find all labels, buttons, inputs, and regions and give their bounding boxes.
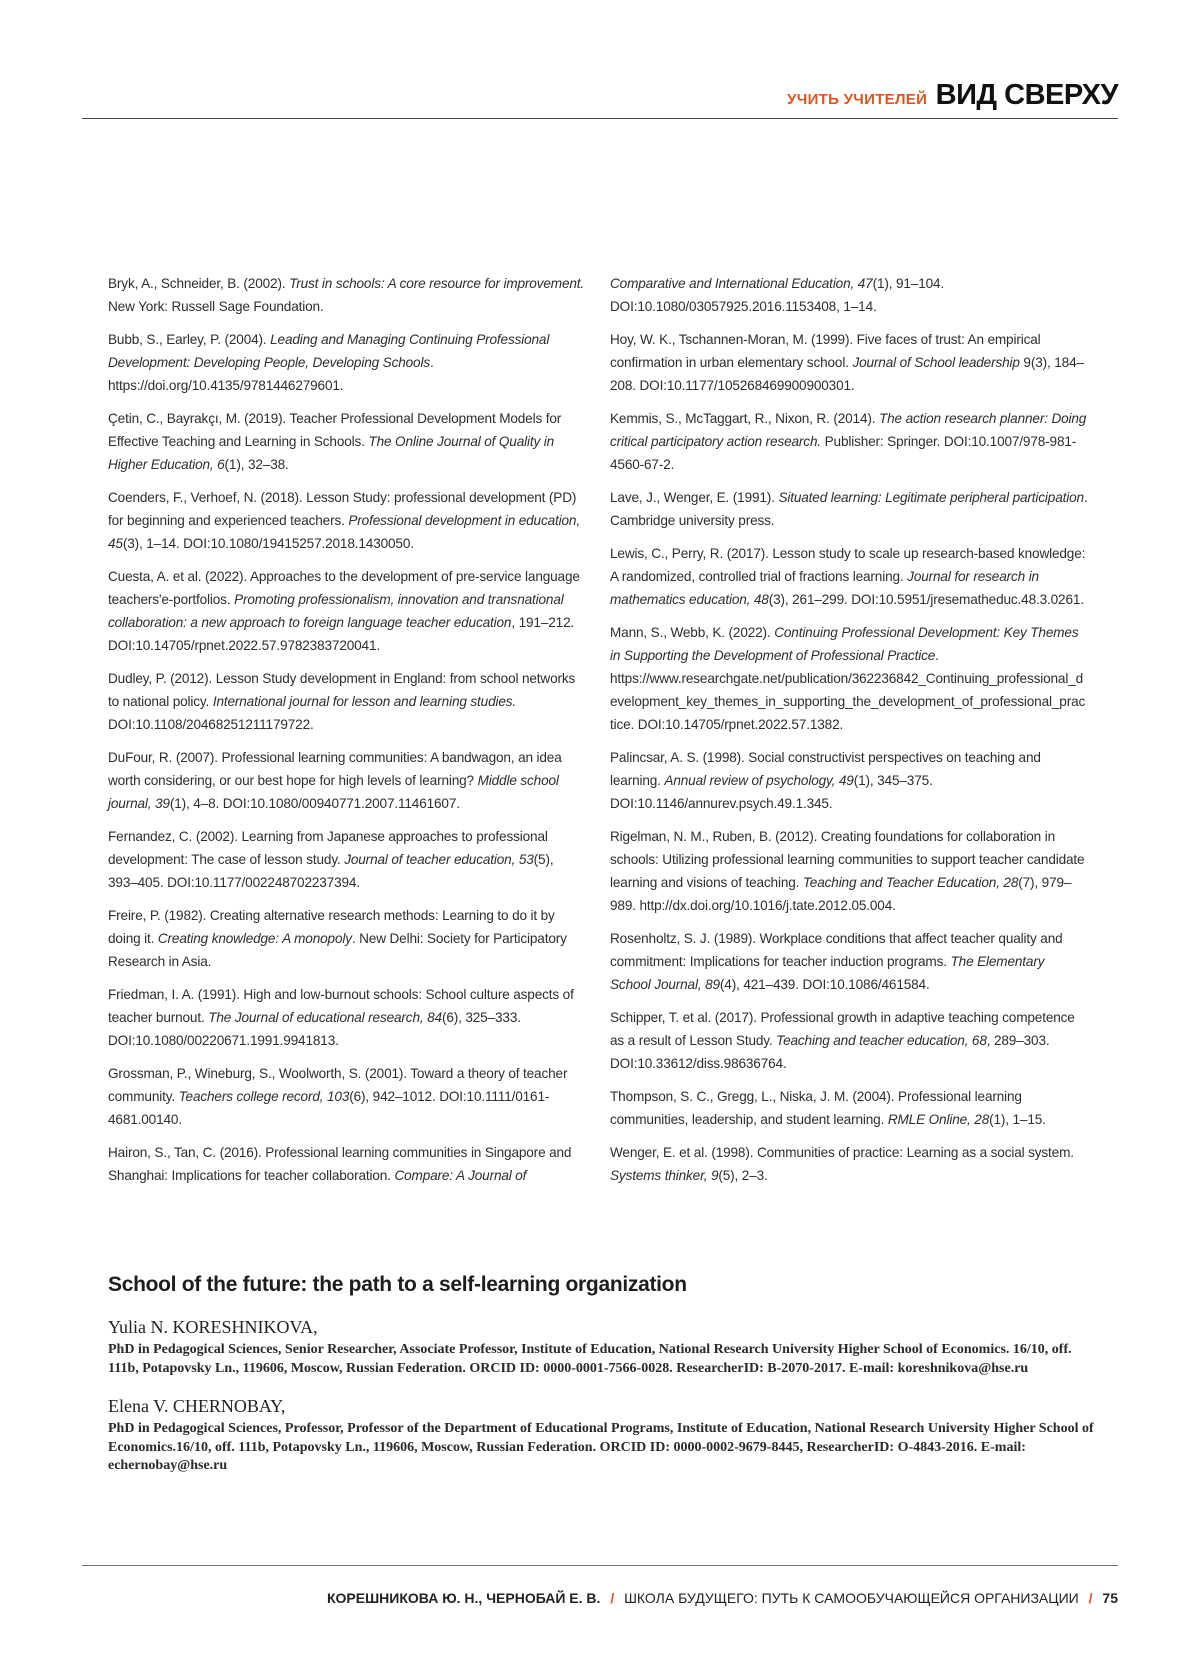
header-section: ВИД СВЕРХУ (936, 79, 1118, 111)
reference-entry (108, 407, 586, 476)
reference-text: DuFour, R. (2007). Professional learning communities: A bandwagon, an idea worth considering, or our best hope for high levels of learning? (108, 750, 562, 788)
reference-text: Cuesta, A. et al. (2022). Approaches to the development of pre-service language teachers'e-portfolios. (108, 569, 580, 607)
reference-entry (108, 983, 586, 1052)
reference-entry (108, 486, 586, 555)
reference-source: International journal for lesson and learning studies. (213, 694, 516, 709)
reference-text: Publisher: Springer. DOI:10.1007/978-981-4560-67-2. (610, 434, 1076, 472)
reference-entry (610, 407, 1088, 476)
page-number: 75 (1102, 1590, 1118, 1606)
reference-text: (6), 942–1012. DOI:10.1111/0161-4681.00140. (108, 1089, 549, 1127)
reference-source: Promoting professionalism, innovation and transnational collaboration: a new approach to foreign language teacher education (108, 592, 564, 630)
reference-text: Rosenholtz, S. J. (1989). Workplace conditions that affect teacher quality and commitment: Implications for teacher induction programs. (610, 931, 1063, 969)
reference-source: Professional development in education, 45 (108, 513, 580, 551)
reference-text: (1), 345–375. DOI:10.1146/annurev.psych.49.1.345. (610, 773, 933, 811)
author-name: Yulia N. KORESHNIKOVA, (108, 1317, 1100, 1338)
reference-entry (610, 542, 1088, 611)
reference-entry (108, 667, 586, 736)
reference-entry (108, 328, 586, 397)
reference-text: Dudley, P. (2012). Lesson Study development in England: from school networks to national policy. (108, 671, 575, 709)
reference-text: Coenders, F., Verhoef, N. (2018). Lesson Study: professional development (PD) for beginning and experienced teachers. (108, 490, 576, 528)
reference-text: (1), 4–8. DOI:10.1080/00940771.2007.11461607. (170, 796, 460, 811)
reference-text: Hoy, W. K., Tschannen-Moran, M. (1999). Five faces of trust: An empirical confirmation in urban elementary school. (610, 332, 1041, 370)
reference-entry (610, 486, 1088, 532)
reference-source: The Journal of educational research, 84 (208, 1010, 442, 1025)
reference-source: Trust in schools: A core resource for improvement. (289, 276, 584, 291)
reference-source: Teachers college record, 103 (179, 1089, 350, 1104)
reference-text: Rigelman, N. M., Ruben, B. (2012). Creating foundations for collaboration in schools: Utilizing professional learning communities to support teacher candidate learning and visions of teaching. (610, 829, 1084, 890)
running-footer (327, 1590, 1118, 1606)
reference-text: Lewis, C., Perry, R. (2017). Lesson study to scale up research-based knowledge: A randomized, controlled trial of fractions learning. (610, 546, 1085, 584)
reference-entry (610, 272, 1088, 318)
reference-text: Bryk, A., Schneider, B. (2002). (108, 276, 289, 291)
author-info: PhD in Pedagogical Sciences, Senior Researcher, Associate Professor, Institute of Education, National Research University Higher School of Economics. 16/10, off. 111b, Potapovsky Ln., 119606, Moscow, Russian Federation. ORCID ID: 0000-0001-7566-0028. ResearcherID: B-2070-2017. E-mail: koreshnikova@hse.ru (108, 1341, 1100, 1378)
reference-text: (6), 325–333. DOI:10.1080/00220671.1991.9941813. (108, 1010, 521, 1048)
reference-source: Teaching and Teacher Education, 28 (803, 875, 1018, 890)
article-title: School of the future: the path to a self-learning organization (108, 1273, 1100, 1297)
header-rubric: УЧИТЬ УЧИТЕЛЕЙ (787, 91, 927, 108)
reference-entry (108, 1062, 586, 1131)
reference-entry (108, 565, 586, 657)
reference-source: Middle school journal, 39 (108, 773, 559, 811)
references-right-column (610, 272, 1088, 1197)
footer-separator: / (1089, 1590, 1093, 1606)
reference-entry (610, 1085, 1088, 1131)
reference-entry (610, 621, 1088, 736)
reference-entry (108, 825, 586, 894)
reference-text: Palincsar, A. S. (1998). Social constructivist perspectives on teaching and learning. (610, 750, 1041, 788)
author-name: Elena V. CHERNOBAY, (108, 1396, 1100, 1417)
reference-text: . New Delhi: Society for Participatory Research in Asia. (108, 931, 567, 969)
reference-entry (610, 825, 1088, 917)
reference-text: (7), 979–989. http://dx.doi.org/10.1016/j.tate.2012.05.004. (610, 875, 1071, 913)
article-info (108, 1273, 1100, 1494)
reference-source: Systems thinker, 9 (610, 1168, 718, 1183)
reference-text: Hairon, S., Tan, C. (2016). Professional learning communities in Singapore and Shanghai: Implications for teacher collaboration. (108, 1145, 571, 1183)
author-block (108, 1396, 1100, 1476)
reference-source: Journal of teacher education, 53 (344, 852, 533, 867)
reference-text: Fernandez, C. (2002). Learning from Japanese approaches to professional development: The case of lesson study. (108, 829, 548, 867)
reference-source: The Elementary School Journal, 89 (610, 954, 1044, 992)
reference-text: Freire, P. (1982). Creating alternative research methods: Learning to do it by doing it. (108, 908, 555, 946)
reference-text: . https://doi.org/10.4135/9781446279601. (108, 355, 434, 393)
reference-source: Leading and Managing Continuing Professional Development: Developing People, Developing Schools (108, 332, 549, 370)
author-info: PhD in Pedagogical Sciences, Professor, Professor of the Department of Educational Programs, Institute of Education, National Research University Higher School of Economics.16/10, off. 111b, Potapovsky Ln., 119606, Moscow, Russian Federation. ORCID ID: 0000-0002-9679-8445, ResearcherID: O-4843-2016. E-mail: echernobay@hse.ru (108, 1420, 1100, 1476)
reference-source: Situated learning: Legitimate peripheral participation (778, 490, 1084, 505)
reference-text: (5), 393–405. DOI:10.1177/002248702237394. (108, 852, 553, 890)
reference-source: Journal for research in mathematics education, 48 (610, 569, 1039, 607)
reference-source: Teaching and teacher education, 68 (776, 1033, 987, 1048)
footer-authors: КОРЕШНИКОВА Ю. Н., ЧЕРНОБАЙ Е. В. (327, 1590, 600, 1606)
reference-text: Friedman, I. A. (1991). High and low-burnout schools: School culture aspects of teacher burnout. (108, 987, 574, 1025)
reference-source: Journal of School leadership (852, 355, 1019, 370)
reference-entry (610, 1006, 1088, 1075)
reference-source: The action research planner: Doing critical participatory action research. (610, 411, 1086, 449)
reference-entry (610, 328, 1088, 397)
reference-text: DOI:10.1108/20468251211179722. (108, 717, 314, 732)
reference-text: (1), 32–38. (225, 457, 289, 472)
author-block (108, 1317, 1100, 1378)
reference-entry (610, 1141, 1088, 1187)
reference-entry (108, 904, 586, 973)
reference-source: Compare: A Journal of (394, 1168, 526, 1183)
reference-text: Kemmis, S., McTaggart, R., Nixon, R. (2014). (610, 411, 879, 426)
reference-text: Çetin, C., Bayrakçı, M. (2019). Teacher Professional Development Models for Effective Teaching and Learning in Schools. (108, 411, 561, 449)
reference-entry (610, 746, 1088, 815)
footer-separator: / (610, 1590, 614, 1606)
reference-entry (108, 1141, 586, 1187)
reference-text: . Cambridge university press. (610, 490, 1088, 528)
reference-text: (3), 261–299. DOI:10.5951/jresematheduc.48.3.0261. (769, 592, 1084, 607)
reference-text: , 289–303. DOI:10.33612/diss.98636764. (610, 1033, 1050, 1071)
reference-text: Mann, S., Webb, K. (2022). (610, 625, 774, 640)
reference-text: 9(3), 184–208. DOI:10.1177/105268469900900301. (610, 355, 1084, 393)
footer-title: ШКОЛА БУДУЩЕГО: ПУТЬ К САМООБУЧАЮЩЕЙСЯ ОРГАНИЗАЦИИ (624, 1590, 1079, 1606)
reference-text: Bubb, S., Earley, P. (2004). (108, 332, 270, 347)
reference-source: The Online Journal of Quality in Higher Education, 6 (108, 434, 554, 472)
running-header (82, 76, 1118, 119)
reference-text: . https://www.researchgate.net/publication/362236842_Continuing_professional_development_key_themes_in_supporting_the_development_of_professional_practice. DOI:10.14705/rpnet.2022.57.1382. (610, 648, 1085, 732)
references (108, 272, 1098, 1202)
footer-rule (82, 1565, 1118, 1566)
reference-source: Comparative and International Education, 47 (610, 276, 873, 291)
reference-text: (3), 1–14. DOI:10.1080/19415257.2018.1430050. (123, 536, 414, 551)
references-left-column (108, 272, 586, 1197)
reference-text: (1), 1–15. (989, 1112, 1046, 1127)
reference-text: Schipper, T. et al. (2017). Professional growth in adaptive teaching competence as a result of Lesson Study. (610, 1010, 1075, 1048)
reference-text: (1), 91–104. DOI:10.1080/03057925.2016.1153408, 1–14. (610, 276, 944, 314)
reference-text: Grossman, P., Wineburg, S., Woolworth, S. (2001). Toward a theory of teacher community. (108, 1066, 567, 1104)
reference-entry (108, 272, 586, 318)
reference-text: (5), 2–3. (718, 1168, 767, 1183)
reference-source: Creating knowledge: A monopoly (158, 931, 352, 946)
reference-source: RMLE Online, 28 (888, 1112, 989, 1127)
reference-source: Annual review of psychology, 49 (664, 773, 853, 788)
reference-text: Thompson, S. C., Gregg, L., Niska, J. M. (2004). Professional learning communities, leadership, and student learning. (610, 1089, 1022, 1127)
reference-text: Wenger, E. et al. (1998). Communities of practice: Learning as a social system. (610, 1145, 1074, 1160)
reference-source: Continuing Professional Development: Key Themes in Supporting the Development of Professional Practice (610, 625, 1078, 663)
reference-entry (108, 746, 586, 815)
reference-text: New York: Russell Sage Foundation. (108, 299, 324, 314)
reference-text: Lave, J., Wenger, E. (1991). (610, 490, 778, 505)
reference-text: (4), 421–439. DOI:10.1086/461584. (720, 977, 930, 992)
reference-entry (610, 927, 1088, 996)
reference-text: , 191–212. DOI:10.14705/rpnet.2022.57.9782383720041. (108, 615, 574, 653)
